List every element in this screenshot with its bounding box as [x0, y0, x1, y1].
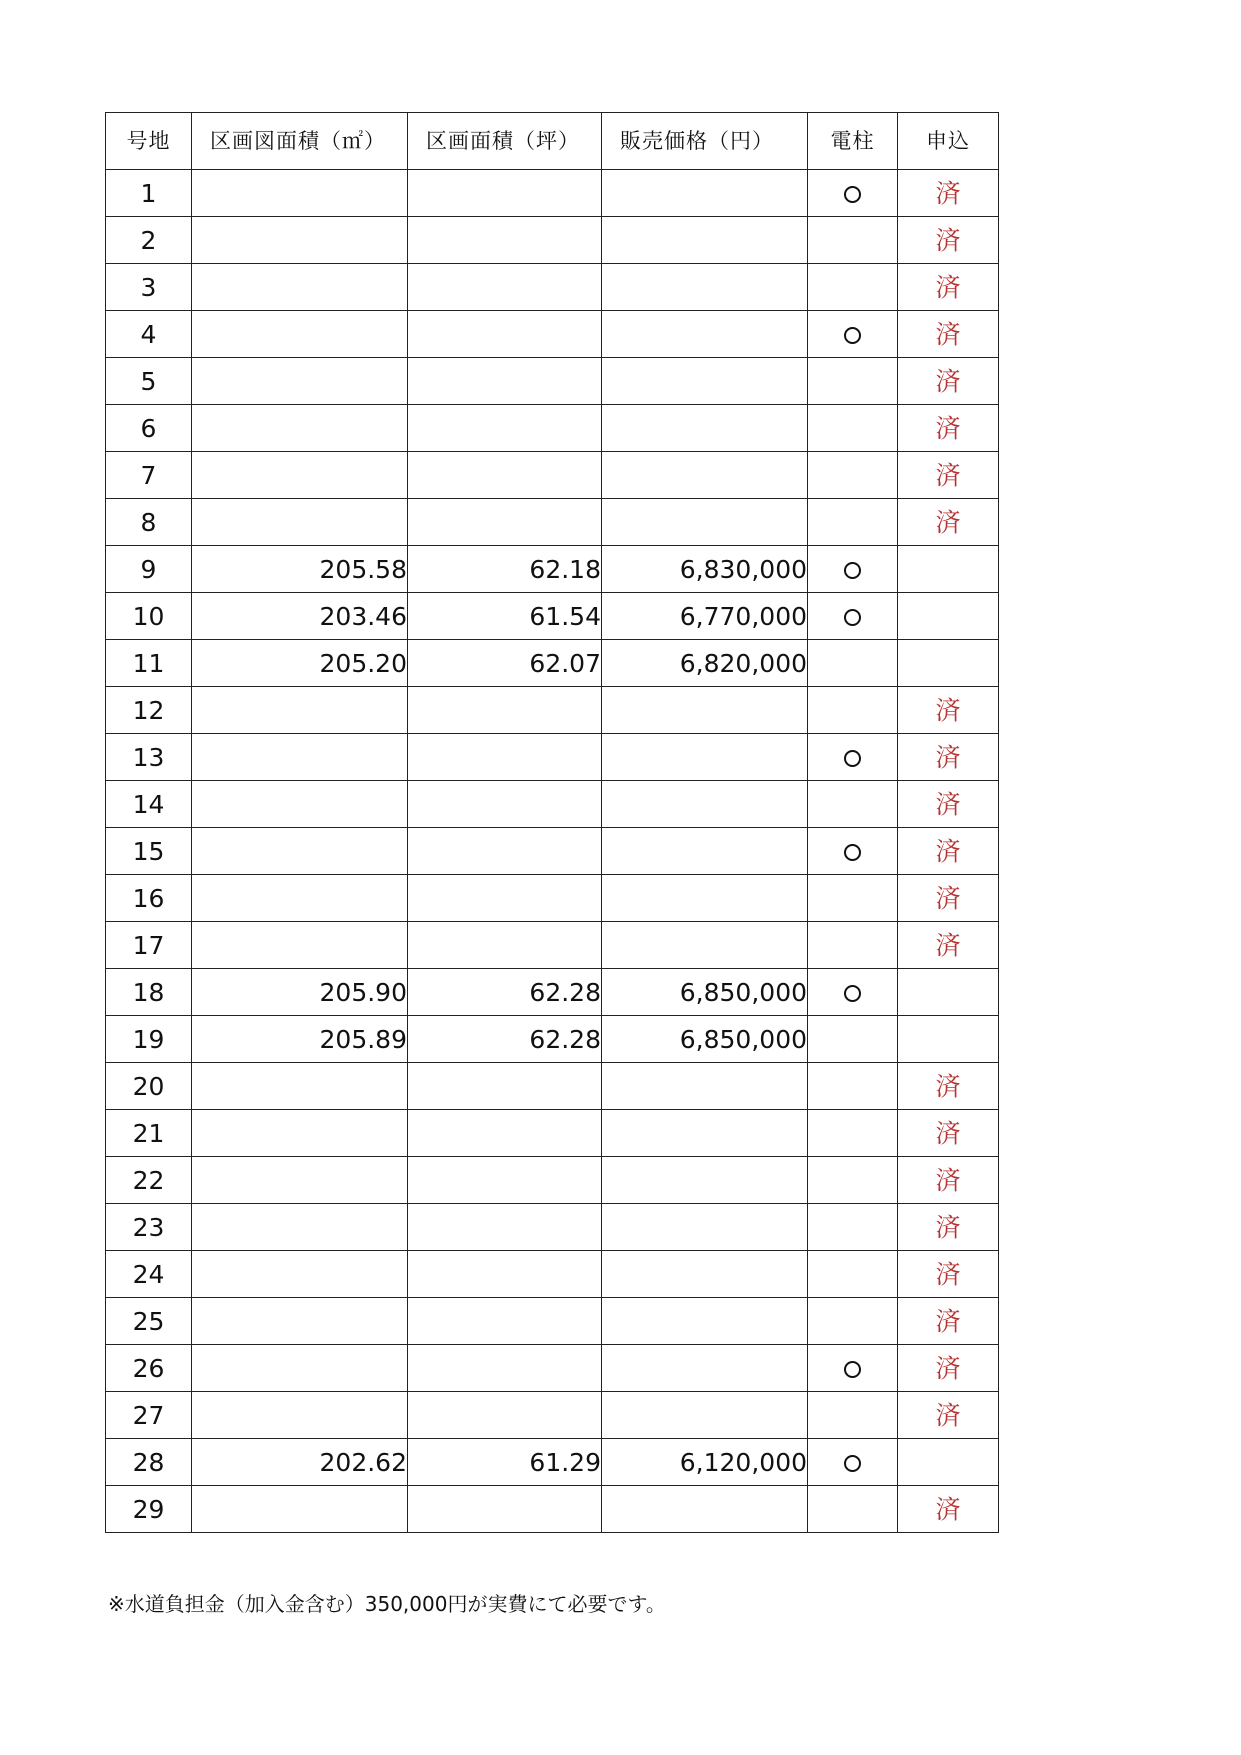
utility-pole-cell: [808, 1486, 898, 1533]
lot-number: 26: [106, 1345, 192, 1392]
table-row: [106, 687, 999, 734]
lot-number: 2: [106, 217, 192, 264]
application-status: 済: [898, 828, 999, 875]
area-sqm-value: [192, 1486, 408, 1533]
circle-mark-icon: [844, 985, 861, 1002]
utility-pole-cell: [808, 828, 898, 875]
header-area-tsubo: 区画面積（坪）: [408, 113, 602, 170]
area-sqm-value: [192, 781, 408, 828]
area-sqm-value: [192, 828, 408, 875]
application-status: 済: [898, 1157, 999, 1204]
table-row: [106, 734, 999, 781]
price-value: [602, 1204, 808, 1251]
circle-mark-icon: [844, 1455, 861, 1472]
application-status: 済: [898, 311, 999, 358]
utility-pole-cell: [808, 499, 898, 546]
lot-number: 27: [106, 1392, 192, 1439]
lot-number: 8: [106, 499, 192, 546]
header-area-sqm: 区画図面積（㎡）: [192, 113, 408, 170]
utility-pole-cell: [808, 546, 898, 593]
utility-pole-cell: [808, 593, 898, 640]
price-value: [602, 452, 808, 499]
utility-pole-cell: [808, 640, 898, 687]
utility-pole-cell: [808, 1063, 898, 1110]
lot-table-body: [106, 170, 999, 1533]
area-sqm-value: 205.89: [192, 1016, 408, 1063]
table-row: [106, 1110, 999, 1157]
utility-pole-cell: [808, 1439, 898, 1486]
water-fee-note: ※水道負担金（加入金含む）350,000円が実費にて必要です。: [108, 1592, 666, 1616]
utility-pole-cell: [808, 922, 898, 969]
table-row: [106, 593, 999, 640]
area-tsubo-value: [408, 687, 602, 734]
application-status: [898, 593, 999, 640]
utility-pole-cell: [808, 452, 898, 499]
area-tsubo-value: [408, 452, 602, 499]
area-tsubo-value: 62.18: [408, 546, 602, 593]
area-tsubo-value: [408, 499, 602, 546]
table-row: [106, 170, 999, 217]
lot-number: 20: [106, 1063, 192, 1110]
utility-pole-cell: [808, 1251, 898, 1298]
table-row: [106, 1486, 999, 1533]
utility-pole-cell: [808, 734, 898, 781]
area-tsubo-value: [408, 1298, 602, 1345]
table-row: [106, 311, 999, 358]
lot-number: 15: [106, 828, 192, 875]
area-tsubo-value: 61.54: [408, 593, 602, 640]
price-value: [602, 1110, 808, 1157]
application-status: [898, 969, 999, 1016]
lot-number: 18: [106, 969, 192, 1016]
lot-number: 21: [106, 1110, 192, 1157]
lot-number: 5: [106, 358, 192, 405]
area-tsubo-value: 62.07: [408, 640, 602, 687]
table-row: [106, 1298, 999, 1345]
table-row: [106, 1157, 999, 1204]
header-application: 申込: [898, 113, 999, 170]
circle-mark-icon: [844, 186, 861, 203]
area-tsubo-value: [408, 781, 602, 828]
price-value: [602, 922, 808, 969]
utility-pole-cell: [808, 1110, 898, 1157]
area-sqm-value: [192, 875, 408, 922]
application-status: 済: [898, 1110, 999, 1157]
area-sqm-value: [192, 452, 408, 499]
table-row: [106, 1345, 999, 1392]
utility-pole-cell: [808, 1157, 898, 1204]
lot-number: 6: [106, 405, 192, 452]
lot-number: 13: [106, 734, 192, 781]
utility-pole-cell: [808, 875, 898, 922]
utility-pole-cell: [808, 311, 898, 358]
area-tsubo-value: 62.28: [408, 1016, 602, 1063]
lot-number: 16: [106, 875, 192, 922]
application-status: 済: [898, 170, 999, 217]
lot-number: 1: [106, 170, 192, 217]
lot-number: 22: [106, 1157, 192, 1204]
area-tsubo-value: [408, 734, 602, 781]
lot-number: 12: [106, 687, 192, 734]
area-tsubo-value: [408, 311, 602, 358]
table-row: [106, 969, 999, 1016]
utility-pole-cell: [808, 1298, 898, 1345]
area-sqm-value: 203.46: [192, 593, 408, 640]
area-tsubo-value: [408, 828, 602, 875]
utility-pole-cell: [808, 217, 898, 264]
area-tsubo-value: [408, 875, 602, 922]
application-status: [898, 1016, 999, 1063]
application-status: [898, 546, 999, 593]
circle-mark-icon: [844, 562, 861, 579]
application-status: 済: [898, 264, 999, 311]
price-value: 6,770,000: [602, 593, 808, 640]
utility-pole-cell: [808, 1204, 898, 1251]
application-status: 済: [898, 687, 999, 734]
area-tsubo-value: [408, 170, 602, 217]
application-status: 済: [898, 922, 999, 969]
utility-pole-cell: [808, 1016, 898, 1063]
lot-number: 11: [106, 640, 192, 687]
utility-pole-cell: [808, 358, 898, 405]
area-sqm-value: [192, 1251, 408, 1298]
application-status: 済: [898, 1392, 999, 1439]
table-row: [106, 546, 999, 593]
price-value: 6,850,000: [602, 1016, 808, 1063]
price-value: [602, 311, 808, 358]
area-sqm-value: [192, 170, 408, 217]
table-row: [106, 922, 999, 969]
application-status: 済: [898, 734, 999, 781]
area-sqm-value: [192, 1157, 408, 1204]
area-sqm-value: 205.90: [192, 969, 408, 1016]
area-tsubo-value: [408, 1345, 602, 1392]
price-value: [602, 828, 808, 875]
area-sqm-value: [192, 405, 408, 452]
area-sqm-value: [192, 1063, 408, 1110]
area-tsubo-value: [408, 1486, 602, 1533]
area-sqm-value: [192, 1345, 408, 1392]
area-sqm-value: [192, 499, 408, 546]
area-tsubo-value: [408, 264, 602, 311]
application-status: 済: [898, 452, 999, 499]
area-sqm-value: [192, 687, 408, 734]
utility-pole-cell: [808, 781, 898, 828]
lot-number: 9: [106, 546, 192, 593]
price-value: [602, 1486, 808, 1533]
price-value: [602, 499, 808, 546]
price-value: 6,830,000: [602, 546, 808, 593]
lot-number: 25: [106, 1298, 192, 1345]
price-value: [602, 1298, 808, 1345]
price-value: [602, 1345, 808, 1392]
area-tsubo-value: [408, 1204, 602, 1251]
area-sqm-value: [192, 1298, 408, 1345]
area-tsubo-value: [408, 1110, 602, 1157]
application-status: 済: [898, 1486, 999, 1533]
circle-mark-icon: [844, 1361, 861, 1378]
table-row: [106, 640, 999, 687]
table-row: [106, 452, 999, 499]
table-row: [106, 499, 999, 546]
table-row: [106, 1251, 999, 1298]
area-tsubo-value: [408, 1157, 602, 1204]
table-row: [106, 1204, 999, 1251]
table-row: [106, 875, 999, 922]
area-tsubo-value: [408, 405, 602, 452]
header-lot-no: 号地: [106, 113, 192, 170]
table-row: [106, 264, 999, 311]
utility-pole-cell: [808, 687, 898, 734]
utility-pole-cell: [808, 969, 898, 1016]
price-value: 6,120,000: [602, 1439, 808, 1486]
table-row: [106, 828, 999, 875]
price-value: [602, 1063, 808, 1110]
price-value: [602, 781, 808, 828]
lot-number: 24: [106, 1251, 192, 1298]
area-sqm-value: [192, 922, 408, 969]
price-value: [602, 734, 808, 781]
area-sqm-value: 202.62: [192, 1439, 408, 1486]
application-status: 済: [898, 405, 999, 452]
lot-table-container: [105, 112, 999, 1533]
application-status: 済: [898, 781, 999, 828]
table-row: [106, 781, 999, 828]
price-value: [602, 1392, 808, 1439]
table-row: [106, 1439, 999, 1486]
application-status: 済: [898, 1345, 999, 1392]
area-tsubo-value: [408, 1063, 602, 1110]
application-status: 済: [898, 217, 999, 264]
table-header-row: [106, 113, 999, 170]
table-row: [106, 1392, 999, 1439]
area-tsubo-value: 62.28: [408, 969, 602, 1016]
lot-number: 28: [106, 1439, 192, 1486]
area-tsubo-value: [408, 922, 602, 969]
lot-number: 14: [106, 781, 192, 828]
circle-mark-icon: [844, 327, 861, 344]
header-utility-pole: 電柱: [808, 113, 898, 170]
circle-mark-icon: [844, 844, 861, 861]
application-status: 済: [898, 1204, 999, 1251]
table-row: [106, 1016, 999, 1063]
area-tsubo-value: [408, 1392, 602, 1439]
application-status: [898, 640, 999, 687]
table-row: [106, 217, 999, 264]
area-sqm-value: [192, 1204, 408, 1251]
price-value: [602, 264, 808, 311]
lot-number: 3: [106, 264, 192, 311]
utility-pole-cell: [808, 1392, 898, 1439]
utility-pole-cell: [808, 170, 898, 217]
area-sqm-value: 205.58: [192, 546, 408, 593]
lot-number: 17: [106, 922, 192, 969]
area-tsubo-value: [408, 217, 602, 264]
price-value: [602, 217, 808, 264]
lot-number: 23: [106, 1204, 192, 1251]
price-value: [602, 875, 808, 922]
area-sqm-value: [192, 1392, 408, 1439]
application-status: 済: [898, 499, 999, 546]
area-sqm-value: [192, 1110, 408, 1157]
area-sqm-value: [192, 217, 408, 264]
price-value: [602, 1251, 808, 1298]
price-value: 6,850,000: [602, 969, 808, 1016]
area-tsubo-value: [408, 1251, 602, 1298]
area-sqm-value: [192, 264, 408, 311]
price-value: [602, 358, 808, 405]
area-sqm-value: [192, 358, 408, 405]
area-tsubo-value: 61.29: [408, 1439, 602, 1486]
price-value: [602, 405, 808, 452]
area-sqm-value: [192, 734, 408, 781]
table-row: [106, 1063, 999, 1110]
lot-number: 19: [106, 1016, 192, 1063]
table-row: [106, 405, 999, 452]
application-status: 済: [898, 1298, 999, 1345]
area-sqm-value: 205.20: [192, 640, 408, 687]
application-status: 済: [898, 358, 999, 405]
utility-pole-cell: [808, 264, 898, 311]
area-sqm-value: [192, 311, 408, 358]
lot-number: 10: [106, 593, 192, 640]
circle-mark-icon: [844, 609, 861, 626]
lot-number: 7: [106, 452, 192, 499]
lot-number: 4: [106, 311, 192, 358]
price-value: [602, 687, 808, 734]
application-status: [898, 1439, 999, 1486]
application-status: 済: [898, 1251, 999, 1298]
price-value: 6,820,000: [602, 640, 808, 687]
area-tsubo-value: [408, 358, 602, 405]
header-price: 販売価格（円）: [602, 113, 808, 170]
utility-pole-cell: [808, 405, 898, 452]
table-row: [106, 358, 999, 405]
price-value: [602, 1157, 808, 1204]
lot-number: 29: [106, 1486, 192, 1533]
price-value: [602, 170, 808, 217]
utility-pole-cell: [808, 1345, 898, 1392]
application-status: 済: [898, 1063, 999, 1110]
circle-mark-icon: [844, 750, 861, 767]
lot-table: [105, 112, 999, 1533]
application-status: 済: [898, 875, 999, 922]
